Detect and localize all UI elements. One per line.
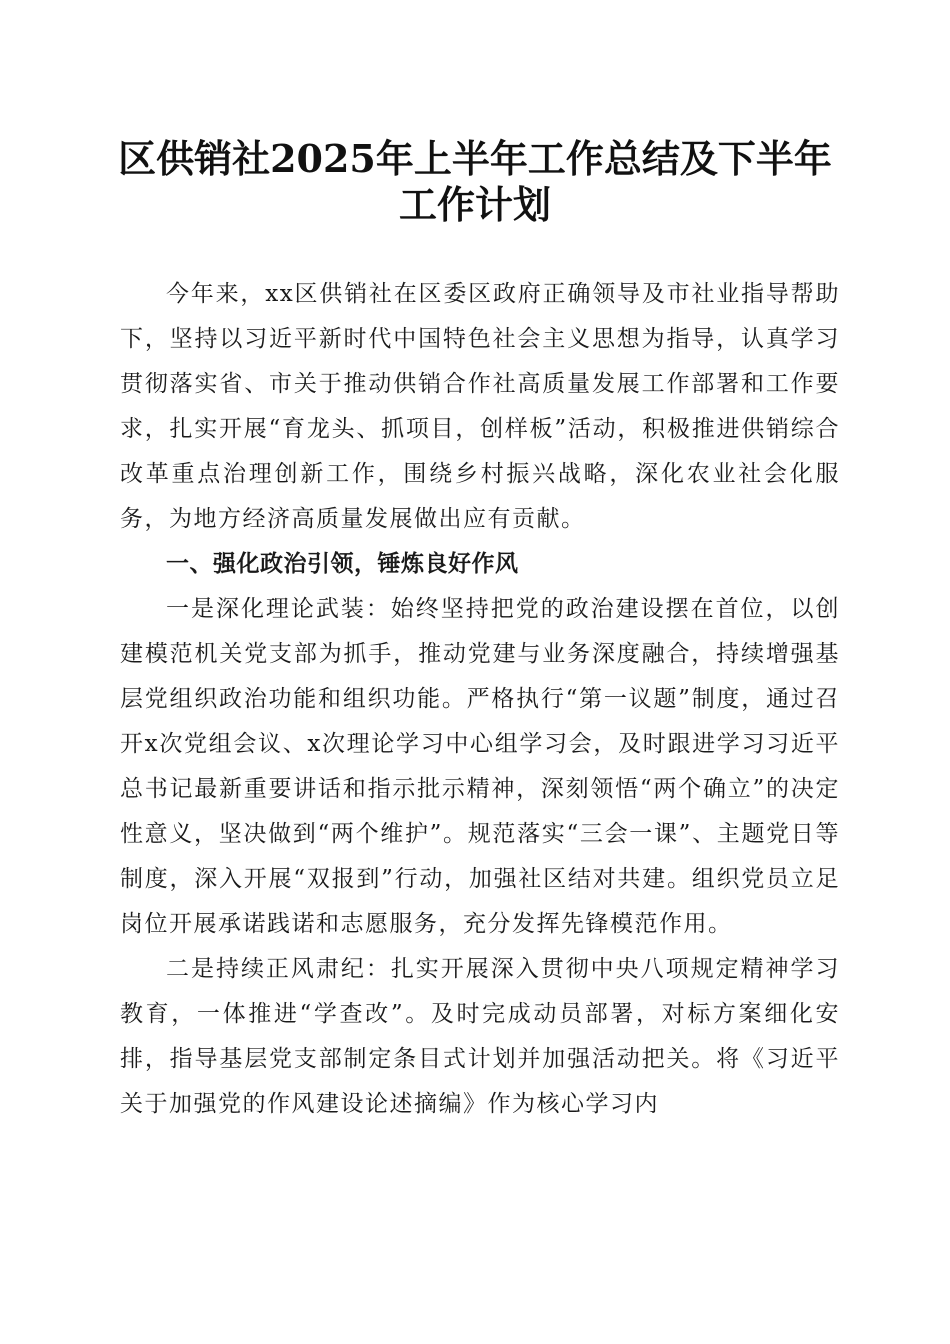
intro-paragraph: 今年来，xx区供销社在区委区政府正确领导及市社业指导帮助下，坚持以习近平新时代中国特色社会主义思想为指导，认真学习贯彻落实省、市关于推动供销合作社高质量发展工作部署和工作要求，扎实开展“育龙头、抓项目，创样板”活动，积极推进供销综合改革重点治理创新工作，围绕乡村振兴战略，深化农业社会化服务，为地方经济高质量发展做出应有贡献。 (120, 281, 840, 532)
section-heading-1: 一、强化政治引领，锤炼良好作风 (166, 551, 519, 577)
document-title: 区供销社2025年上半年工作总结及下半年工作计划 (118, 136, 832, 227)
section-1-paragraph-2: 二是持续正风肃纪：扎实开展深入贯彻中央八项规定精神学习教育，一体推进“学查改”。及时完成动员部署，对标方案细化安排，指导基层党支部制定条目式计划并加强活动把关。将《习近平关于加强党的作风建设论述摘编》作为核心学习内 (120, 956, 840, 1117)
section-1-paragraph-1: 一是深化理论武装：始终坚持把党的政治建设摆在首位，以创建模范机关党支部为抓手，推动党建与业务深度融合，持续增强基层党组织政治功能和组织功能。严格执行“第一议题”制度，通过召开x次党组会议、x次理论学习中心组学习会，及时跟进学习习近平总书记最新重要讲话和指示批示精神，深刻领悟“两个确立”的决定性意义，坚决做到“两个维护”。规范落实“三会一课”、主题党日等制度，深入开展“双报到”行动，加强社区结对共建。组织党员立足岗位开展承诺践诺和志愿服务，充分发挥先锋模范作用。 (120, 596, 840, 937)
document-body (120, 272, 840, 1127)
